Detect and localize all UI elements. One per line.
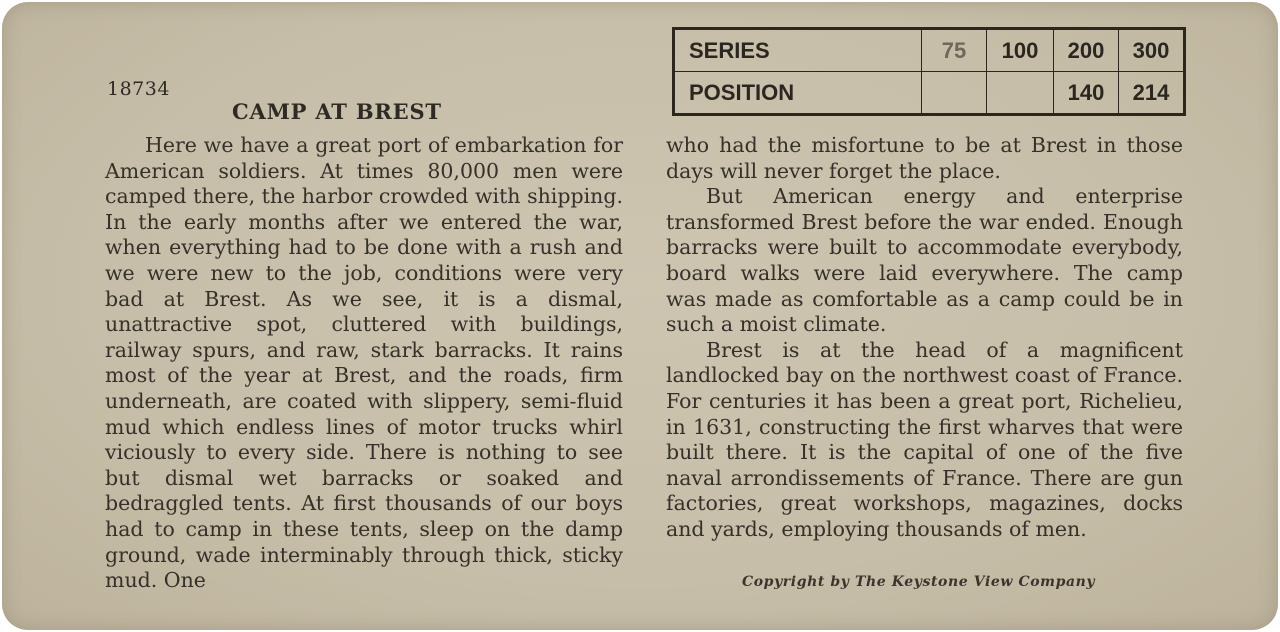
paragraph-3: Brest is at the head of a magnificent landlocked bay on the northwest coast of France. For centuries it has been a great port, Richelieu, in 1631, constructing the first wharves that were built there. It is the capital of one of the five naval arrondissements of France. There are gun factories, great workshops, magazines, docks and yards, employing thousands of men. <box>666 337 1183 541</box>
series-cell-300: 300 <box>1119 29 1185 72</box>
left-text-column <box>105 133 623 594</box>
position-cell-75 <box>922 72 987 115</box>
position-row <box>674 72 1185 115</box>
series-label: SERIES <box>674 29 922 72</box>
series-cell-200: 200 <box>1054 29 1119 72</box>
series-cell-100: 100 <box>987 29 1054 72</box>
series-position-table <box>672 27 1186 116</box>
copyright-notice: Copyright by The Keystone View Company <box>742 574 1096 590</box>
paragraph-1-continued: who had the misfortune to be at Brest in those days will never forget the place. <box>666 133 1183 183</box>
card-title: CAMP AT BREST <box>232 99 442 124</box>
position-label: POSITION <box>674 72 922 115</box>
stereoview-card-back <box>2 2 1278 630</box>
series-cell-75: 75 <box>922 29 987 72</box>
catalog-number: 18734 <box>107 78 170 100</box>
paragraph-1: Here we have a great port of embarkation for American soldiers. At times 80,000 men were camped there, the harbor crowded with shipping. In the early months after we entered the war, when everything had to be done with a rush and we were new to the job, conditions were very bad at Brest. As we see, it is a dismal, unattractive spot, cluttered with buildings, railway spurs, and raw, stark barracks. It rains most of the year at Brest, and the roads, firm underneath, are coated with slippery, semi-fluid mud which endless lines of motor trucks whirl viciously to every side. There is nothing to see but dismal wet barracks or soaked and bedraggled tents. At first thousands of our boys had to camp in these tents, sleep on the damp ground, wade interminably through thick, sticky mud. One <box>105 133 623 593</box>
position-cell-200: 140 <box>1054 72 1119 115</box>
position-cell-300: 214 <box>1119 72 1185 115</box>
right-text-column <box>666 133 1183 543</box>
paragraph-2: But American energy and enterprise transformed Brest before the war ended. Enough barracks were built to accommodate everybody, board walks were laid everywhere. The camp was made as comfortable as a camp could be in such a moist climate. <box>666 184 1183 337</box>
series-row <box>674 29 1185 72</box>
position-cell-100 <box>987 72 1054 115</box>
